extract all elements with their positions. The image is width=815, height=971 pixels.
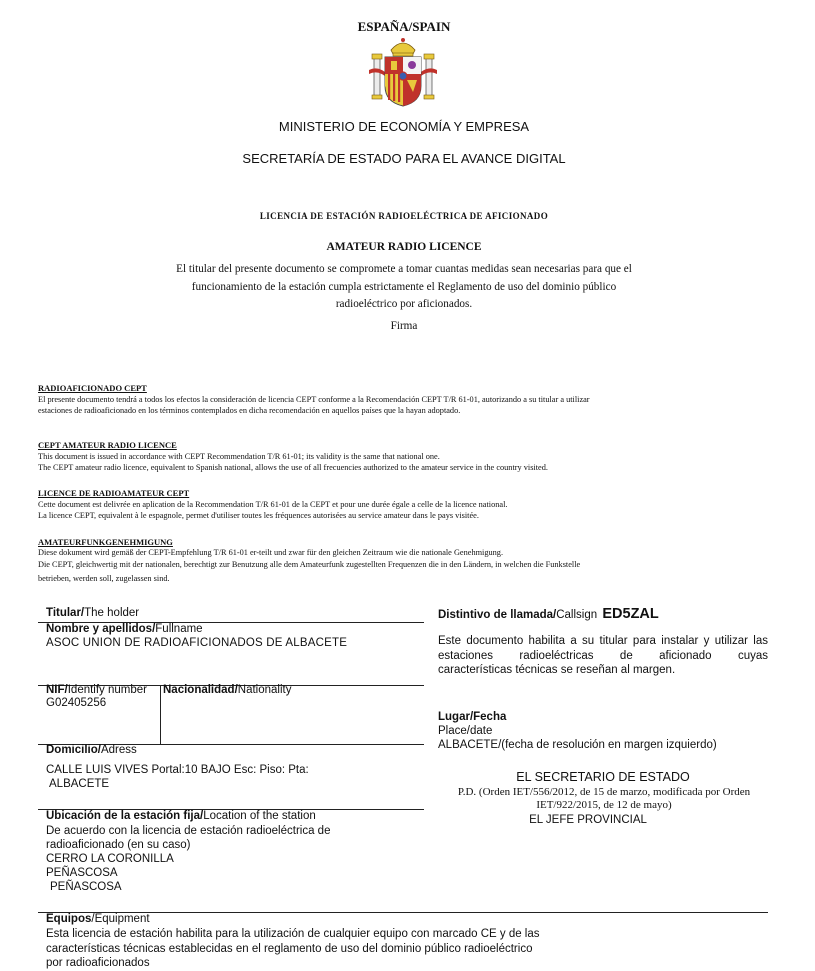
station-location-details xyxy=(46,824,330,894)
location-line: PEÑASCOSA xyxy=(46,867,118,879)
habilita-line: estaciones radioeléctricas de aficionado cuyas xyxy=(438,649,768,662)
nationality-label xyxy=(163,684,291,696)
section-line: Die CEPT, gleichwertig mit der nationalen, berechtigt zur Benutzung alle dem Amateurfunk zugestellten Frequenzen die in den Ländern, in welchen die Funkstelle xyxy=(38,560,581,569)
section-title: AMATEURFUNKGENEHMIGUNG xyxy=(38,537,173,547)
ministry-name: MINISTERIO DE ECONOMÍA Y EMPRESA xyxy=(278,119,530,134)
section-title: CEPT AMATEUR RADIO LICENCE xyxy=(38,440,177,450)
holder-label xyxy=(46,607,139,619)
country-title: ESPAÑA/SPAIN xyxy=(357,19,451,34)
fullname-label-en: Fullname xyxy=(155,623,203,635)
nif-nationality-separator xyxy=(160,685,161,744)
licence-title-es: LICENCIA DE ESTACIÓN RADIOELÉCTRICA DE AFICIONADO xyxy=(259,211,549,221)
address-label xyxy=(46,744,137,756)
section-line: The CEPT amateur radio licence, equivalent to Spanish national, allows the use of all frecuencies authorized to the amateur service in the country visited. xyxy=(38,463,548,472)
location-line: De acuerdo con la licencia de estación radioeléctrica de xyxy=(46,825,331,837)
holder-label-en: The holder xyxy=(84,607,140,619)
habilita-line: características técnicas se reseñan al margen. xyxy=(438,664,676,676)
equipment-description xyxy=(46,927,540,971)
nationality-label-en: Nationality xyxy=(237,684,292,696)
section-line: This document is issued in accordance with CEPT Recommendation T/R 61-01; its validity is the same that national one. xyxy=(38,452,440,461)
nif-value: G02405256 xyxy=(46,697,107,709)
address-label-es: Domicilio/ xyxy=(46,744,101,756)
location-line: PEÑASCOSA xyxy=(50,881,122,893)
commitment-text xyxy=(0,261,808,314)
place-date-label-es: Lugar/Fecha xyxy=(438,711,507,723)
location-line: radioaficionado (en su caso) xyxy=(46,839,191,851)
station-location-label-en: Location of the station xyxy=(203,810,316,822)
callsign-label-en: Callsign xyxy=(556,609,598,621)
fullname-label xyxy=(46,623,203,635)
equipment-line: características técnicas establecidas en el reglamento de uso del dominio público radioeléctrico xyxy=(46,942,533,955)
secretary-title: EL SECRETARIO DE ESTADO xyxy=(516,770,690,784)
secretariat-name: SECRETARÍA DE ESTADO PARA EL AVANCE DIGITAL xyxy=(242,151,566,166)
place-date-value: ALBACETE/(fecha de resolución en margen izquierdo) xyxy=(438,739,717,751)
delegation-line: P.D. (Orden IET/556/2012, de 15 de marzo, modificada por Orden xyxy=(457,786,751,798)
section-line: estaciones de radioaficionado en los términos contemplados en dicha recomendación en aquellos países que la hayan adoptado. xyxy=(38,406,461,415)
commitment-line: funcionamiento de la estación cumpla estrictamente el Reglamento de uso del dominio público xyxy=(191,280,617,293)
address-line: CALLE LUIS VIVES Portal:10 BAJO Esc: Piso: Pta: xyxy=(46,764,309,776)
section-line: Diese dokument wird gemäß der CEPT-Empfehlung T/R 61-01 er-teilt und zwar für den gleichen Zeitraum wie die nationale Genehmigung. xyxy=(38,548,504,557)
location-line: CERRO LA CORONILLA xyxy=(46,853,174,865)
address-label-en: Adress xyxy=(100,744,137,756)
delegation-order xyxy=(434,786,774,811)
section-line: betrieben, werden soll, zugelassen sind. xyxy=(38,573,170,583)
provincial-chief-title: EL JEFE PROVINCIAL xyxy=(529,814,647,826)
callsign-value: ED5ZAL xyxy=(602,606,659,622)
callsign-label xyxy=(438,606,659,622)
licence-title-en: AMATEUR RADIO LICENCE xyxy=(326,241,482,253)
place-date-label-en: Place/date xyxy=(438,725,493,737)
fullname-label-es: Nombre y apellidos/ xyxy=(46,623,156,635)
station-location-label-es: Ubicación de la estación fija/ xyxy=(46,810,204,822)
station-location-label xyxy=(46,810,316,822)
section-cept-amateur xyxy=(38,440,778,473)
equipment-label xyxy=(46,913,150,925)
section-cept-radioamateur xyxy=(38,488,778,521)
section-cept-radioaficionado xyxy=(38,383,778,416)
callsign-label-es: Distintivo de llamada/ xyxy=(438,609,557,621)
commitment-line: El titular del presente documento se compromete a tomar cuantas medidas sean necesarias para que el xyxy=(176,263,632,275)
holder-label-es: Titular/ xyxy=(46,607,85,619)
equipment-line: por radioaficionados xyxy=(46,957,150,969)
section-line: Cette document est delivrée en aplication de la Recommendation T/R 61-01 de la CEPT et pour une durée égale a celle de la licence national. xyxy=(38,500,508,509)
section-line: El presente documento tendrá a todos los efectos la consideración de licencia CEPT conforme a la Recomendación CEPT T/R 61-01, autorizando a su titular a utilizar xyxy=(38,395,590,404)
section-line: La licence CEPT, equivalent à le espagnole, permet d'utiliser toutes les fréquences autorisées au service amateur dans le pays visitée. xyxy=(38,511,479,520)
nif-label xyxy=(46,684,147,696)
address-city: ALBACETE xyxy=(49,778,110,790)
fullname-value: ASOC UNION DE RADIOAFICIONADOS DE ALBACETE xyxy=(46,637,348,649)
delegation-line: IET/922/2015, de 12 de mayo) xyxy=(536,798,672,811)
habilita-line: Este documento habilita a su titular para instalar y utilizar las xyxy=(438,635,768,647)
equipment-label-en: /Equipment xyxy=(91,913,150,925)
equipment-line: Esta licencia de estación habilita para la utilización de cualquier equipo con marcado CE y de las xyxy=(46,928,540,940)
nif-label-es: NIF/ xyxy=(46,684,68,696)
section-title: RADIOAFICIONADO CEPT xyxy=(38,383,147,393)
nif-label-en: Identify number xyxy=(67,684,147,696)
signature-label: Firma xyxy=(390,320,418,332)
section-title: LICENCE DE RADIOAMATEUR CEPT xyxy=(38,488,190,498)
commitment-line: radioeléctrico por aficionados. xyxy=(335,298,473,310)
habilita-text xyxy=(438,634,768,678)
coat-of-arms-emblem xyxy=(369,36,437,108)
nationality-label-es: Nacionalidad/ xyxy=(163,684,238,696)
section-amateurfunk xyxy=(38,537,778,585)
equipment-label-es: Equipos xyxy=(46,913,92,925)
